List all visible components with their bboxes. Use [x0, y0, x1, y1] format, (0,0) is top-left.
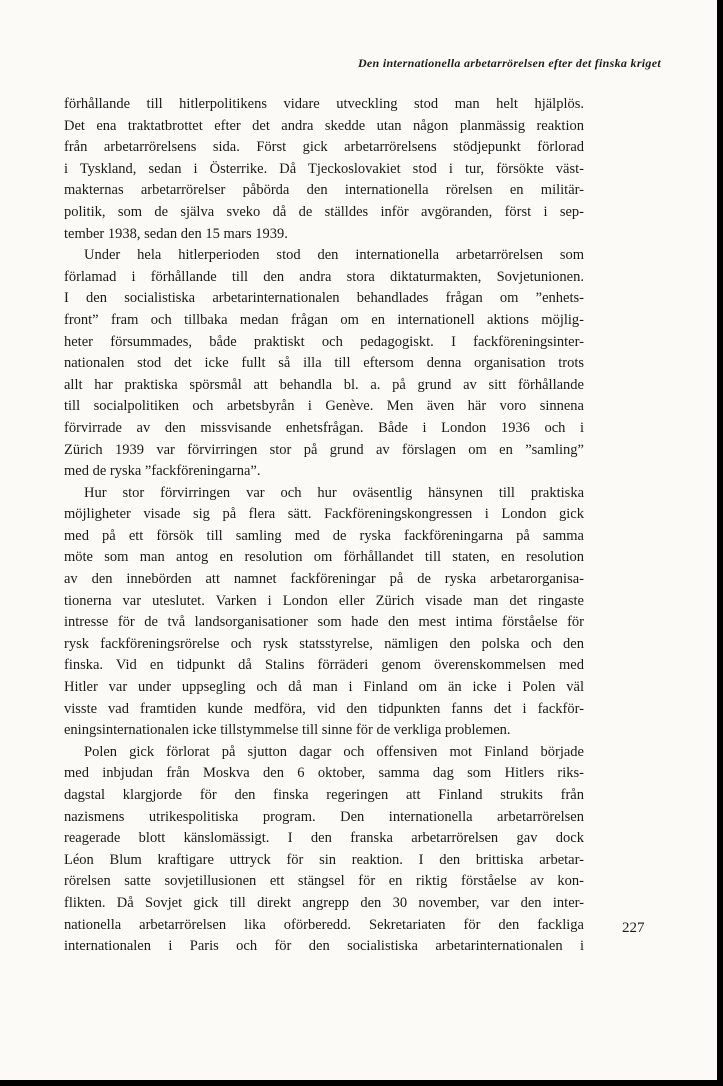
text-line: tember 1938, sedan den 15 mars 1939. — [64, 225, 288, 242]
text-line: från arbetarrörelsens sida. Först gick arbetarrörelsens stödjepunkt förlorad — [64, 139, 584, 156]
text-line: I den socialistiska arbetarinternationalen behandlades frågan om ”enhets- — [64, 290, 584, 307]
text-line: eningsinternationalen icke tillstymmelse till sinne för de verkliga problemen. — [64, 722, 511, 739]
text-line: med på ett försök till samling med de ryska fackföreningarna på samma — [64, 527, 584, 544]
text-line: möjligheter visade sig på flera sätt. Fackföreningskongressen i London gick — [64, 506, 584, 523]
text-line: Léon Blum kraftigare uttryck för sin reaktion. I den brittiska arbetar- — [64, 851, 584, 868]
text-line: Zürich 1939 var förvirringen stor på grund av förslagen om en ”samling” — [64, 441, 584, 458]
text-line: rörelsen satte sovjetillusionen ett stängsel för en riktig förståelse av kon- — [64, 873, 584, 890]
text-line: av den innebörden att namnet fackföreningar på de ryska arbetarorganisa- — [64, 571, 584, 588]
text-line: förlamad i förhållande till den andra stora diktaturmakten, Sovjetunionen. — [64, 268, 584, 285]
text-line: allt har praktiska spörsmål att behandla bl. a. på grund av sitt förhållande — [64, 376, 584, 393]
text-line: tionerna var uteslutet. Varken i London eller Zürich visade man det ringaste — [64, 592, 584, 609]
text-line: intresse för de två landsorganisationer som hade den mest intima förståelse för — [64, 614, 584, 631]
text-line: dagstal klargjorde för den finska regeringen att Finland strukits från — [64, 787, 584, 803]
text-line: visste vad framtiden kunde medföra, vid den tidpunkten fanns det i fackför- — [64, 700, 584, 717]
text-line: förhållande till hitlerpolitikens vidare utveckling stod man helt hjälplös. — [64, 96, 584, 112]
text-line: med de ryska ”fackföreningarna”. — [64, 463, 261, 480]
text-line: front” fram och tillbaka medan frågan om en internationell aktions möjlig- — [64, 311, 584, 328]
text-line: möte som man antog en resolution om förhållandet till staten, en resolution — [64, 549, 584, 566]
text-line: nationella arbetarrörelsen lika oförberedd. Sekretariaten för den fackliga — [64, 916, 584, 933]
text-line: flikten. Då Sovjet gick till direkt angrepp den 30 november, var den inter- — [64, 894, 584, 911]
text-line: politik, som de själva sveko då de ställdes inför avgöranden, först i sep- — [64, 203, 584, 220]
text-line: i Tyskland, sedan i Österrike. Då Tjeckoslovakiet stod i tur, försökte väst- — [64, 160, 584, 177]
paragraph-4 — [64, 742, 584, 958]
text-line: nationalen stod det icke fullt så illa till eftersom denna organisation trots — [64, 355, 584, 372]
body-text — [64, 94, 584, 958]
paragraph-3 — [64, 483, 584, 742]
paragraph-1 — [64, 94, 584, 245]
text-line: nazismens utrikespolitiska program. Den internationella arbetarrörelsen — [64, 808, 584, 825]
page-number: 227 — [622, 920, 645, 936]
text-line: Under hela hitlerperioden stod den internationella arbetarrörelsen som — [84, 247, 584, 264]
text-line: heter försummades, både praktiskt och pedagogiskt. I fackföreningsinter- — [64, 333, 584, 350]
text-line: Hur stor förvirringen var och hur oväsentlig hänsynen till praktiska — [84, 484, 584, 501]
text-line: förvirrade av den missvisande enhetsfrågan. Både i London 1936 och i — [64, 419, 584, 436]
text-line: med inbjudan från Moskva den 6 oktober, samma dag som Hitlers riks- — [64, 765, 584, 782]
text-line: Polen gick förlorat på sjutton dagar och offensiven mot Finland började — [84, 743, 584, 760]
paragraph-2 — [64, 245, 584, 483]
text-line: reagerade blott känslomässigt. I den franska arbetarrörelsen gav dock — [64, 830, 584, 847]
text-line: finska. Vid en tidpunkt då Stalins förräderi genom överenskommelsen med — [64, 657, 584, 674]
text-line: internationalen i Paris och för den socialistiska arbetarinternationalen i — [64, 938, 584, 955]
text-line: Det ena traktatbrottet efter det andra skedde utan någon planmässig reaktion — [64, 117, 584, 134]
text-line: till socialpolitiken och arbetsbyrån i Genève. Men även här voro sinnena — [64, 398, 584, 415]
text-line: rysk fackföreningsrörelse och rysk statsstyrelse, nämligen den polska och den — [64, 635, 584, 652]
text-line: Hitler var under uppsegling och då man i Finland om än icke i Polen väl — [64, 679, 584, 696]
text-line: makternas arbetarrörelser påbörda den internationella rörelsen en militär- — [64, 182, 584, 199]
running-header: Den internationella arbetarrörelsen efter det finska kriget — [357, 56, 661, 70]
